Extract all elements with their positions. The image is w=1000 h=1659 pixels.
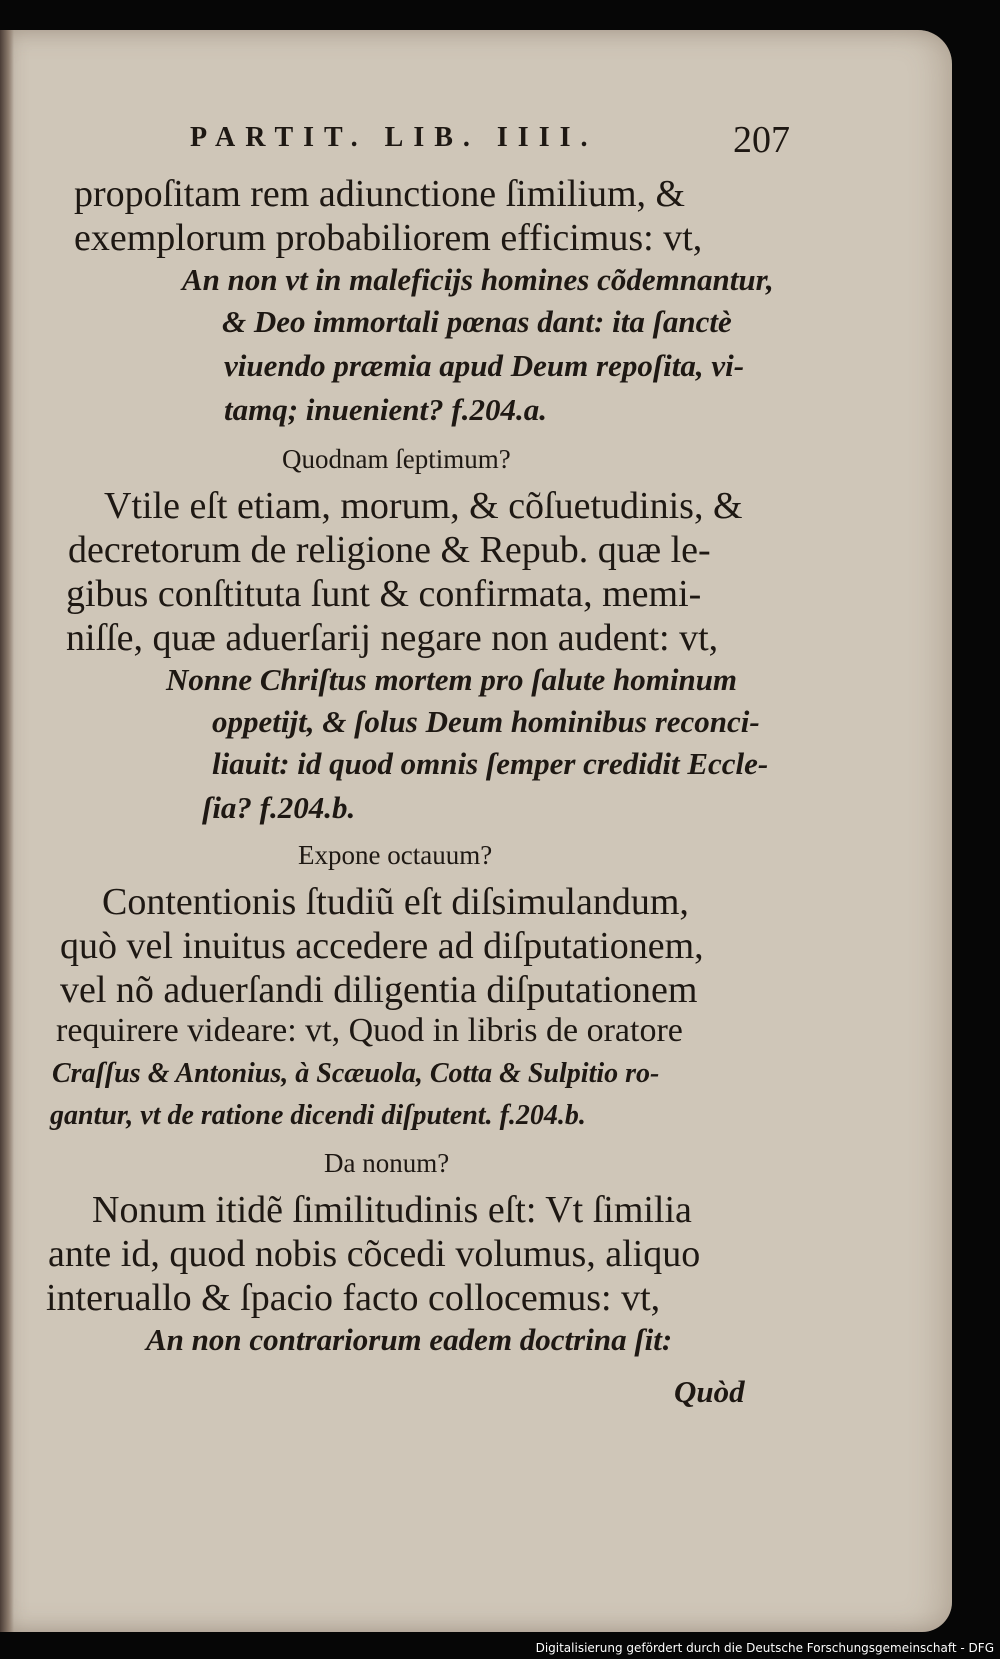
text-line: quò vel inuitus accedere ad diſputationem, [60,925,704,967]
question-heading: Da nonum? [324,1148,450,1178]
text-line: propoſitam rem adiunctione ſimilium, & [74,173,686,215]
text-line: viuendo præmia apud Deum repoſita, vi- [224,348,745,383]
text-line: exemplorum probabiliorem efficimus: vt, [74,217,703,259]
text-line: Nonne Chriſtus mortem pro ſalute hominum [166,662,738,697]
text-line: Craſſus & Antonius, à Scæuola, Cotta & Sulpitio ro- [52,1058,660,1089]
text-line: & Deo immortali pœnas dant: ita ſanctè [222,304,732,339]
text-line: liauit: id quod omnis ſemper credidit Eccle- [212,746,769,781]
text-line: ante id, quod nobis cõcedi volumus, aliquo [48,1233,701,1275]
text-line: requirere videare: vt, Quod in libris de oratore [56,1012,683,1049]
page-gutter [0,30,14,1632]
text-line: decretorum de religione & Repub. quæ le- [68,529,711,571]
text-line: tamq; inuenient? f.204.a. [224,392,547,427]
digitization-footer: Digitalisierung gefördert durch die Deutsche Forschungsgemeinschaft - DFG [535,1641,994,1655]
catchword: Quòd [674,1374,745,1409]
text-line: oppetijt, & ſolus Deum hominibus reconci- [212,704,760,739]
text-line: An non contrariorum eadem doctrina ſit: [146,1322,673,1357]
question-heading: Quodnam ſeptimum? [282,444,511,474]
text-line: ſia? f.204.b. [202,790,356,825]
text-line: interuallo & ſpacio facto collocemus: vt, [46,1277,661,1319]
text-line: Contentionis ſtudiũ eſt diſsimulandum, [102,881,689,923]
running-head-title: PARTIT. LIB. IIII. [190,122,598,153]
page-number: 207 [733,119,790,161]
text-line: niſſe, quæ aduerſarij negare non audent: vt, [66,617,719,659]
text-line: vel nõ aduerſandi diligentia diſputationem [60,969,698,1011]
text-line: gibus conſtituta ſunt & confirmata, memi- [66,573,702,615]
question-heading: Expone octauum? [298,840,493,870]
text-line: gantur, vt de ratione dicendi diſputent. f.204.b. [50,1100,586,1131]
running-head [150,118,790,168]
text-line: Nonum itidẽ ſimilitudinis eſt: Vt ſimilia [92,1189,692,1231]
text-line: Vtile eſt etiam, morum, & cõſuetudinis, & [104,485,743,527]
text-line: An non vt in maleficijs homines cõdemnantur, [182,262,774,297]
